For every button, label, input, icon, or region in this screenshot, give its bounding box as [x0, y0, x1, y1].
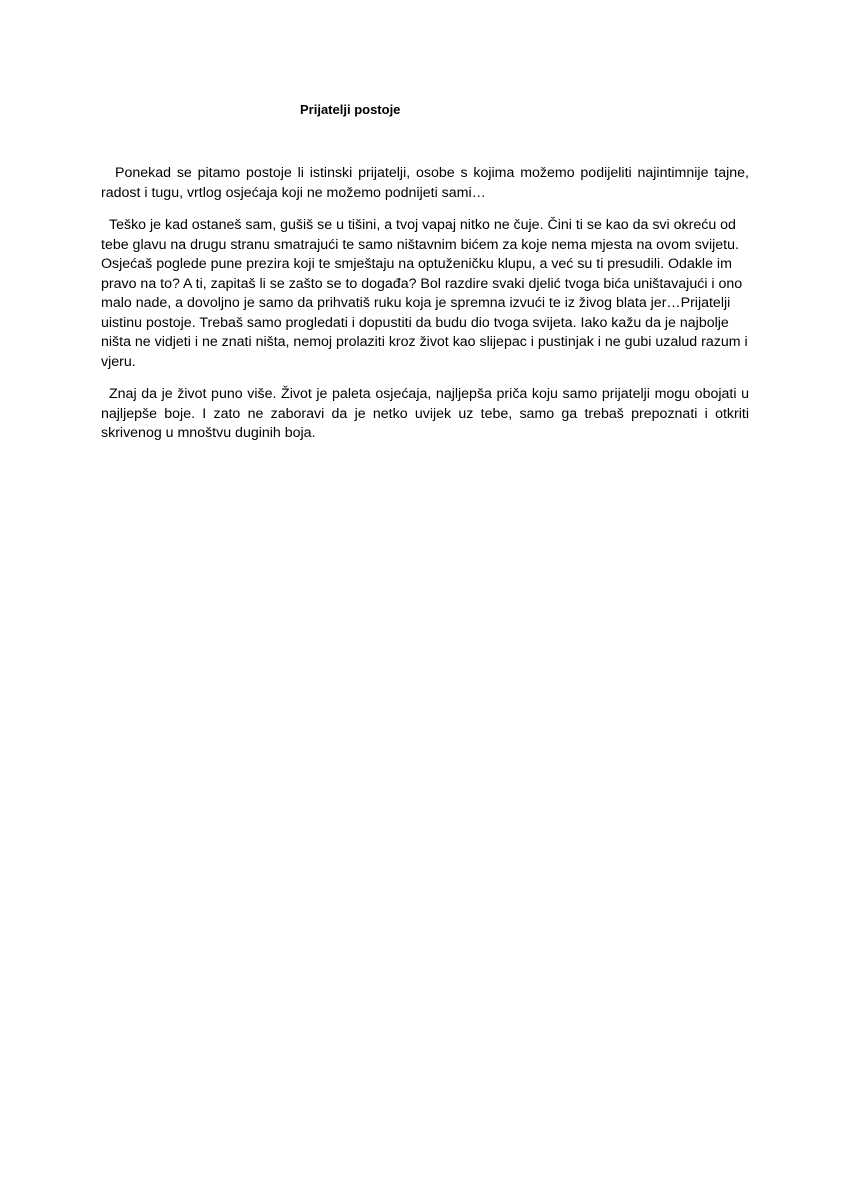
paragraph-2: Teško je kad ostaneš sam, gušiš se u tišini, a tvoj vapaj nitko ne čuje. Čini ti se kao da svi okreću od tebe glavu na drugu stranu smatrajući te samo ništavnim bićem za koje nema mjesta na ovom svijetu. Osjećaš poglede pune prezira koji te smještaju na optuženičku klupu, a već su ti presudili. Odakle im pravo na to? A ti, zapitaš li se zašto se to događa? Bol razdire svaki djelić tvoga bića uništavajući i ono malo nade, a dovoljno je samo da prihvatiš ruku koja je spremna izvući te iz živog blata jer…Prijatelji uistinu postoje. Trebaš samo progledati i dopustiti da budu dio tvoga svijeta. Iako kažu da je najbolje ništa ne vidjeti i ne znati ništa, nemoj prolaziti kroz život kao slijepac i pustinjak i ne gubi uzalud razum i vjeru. [101, 217, 748, 370]
paragraph-3: Znaj da je život puno više. Život je paleta osjećaja, najljepša priča koju samo prijatelji mogu obojati u najljepše boje. I zato ne zaboravi da je netko uvijek uz tebe, samo ga trebaš prepoznati i otkriti skrivenog u mnoštvu duginih boja. [101, 386, 749, 441]
document-title: Prijatelji postoje [300, 102, 401, 117]
document-body [101, 164, 749, 457]
paragraph-1: Ponekad se pitamo postoje li istinski prijatelji, osobe s kojima možemo podijeliti najintimnije tajne, radost i tugu, vrtlog osjećaja koji ne možemo podnijeti sami… [101, 165, 749, 201]
